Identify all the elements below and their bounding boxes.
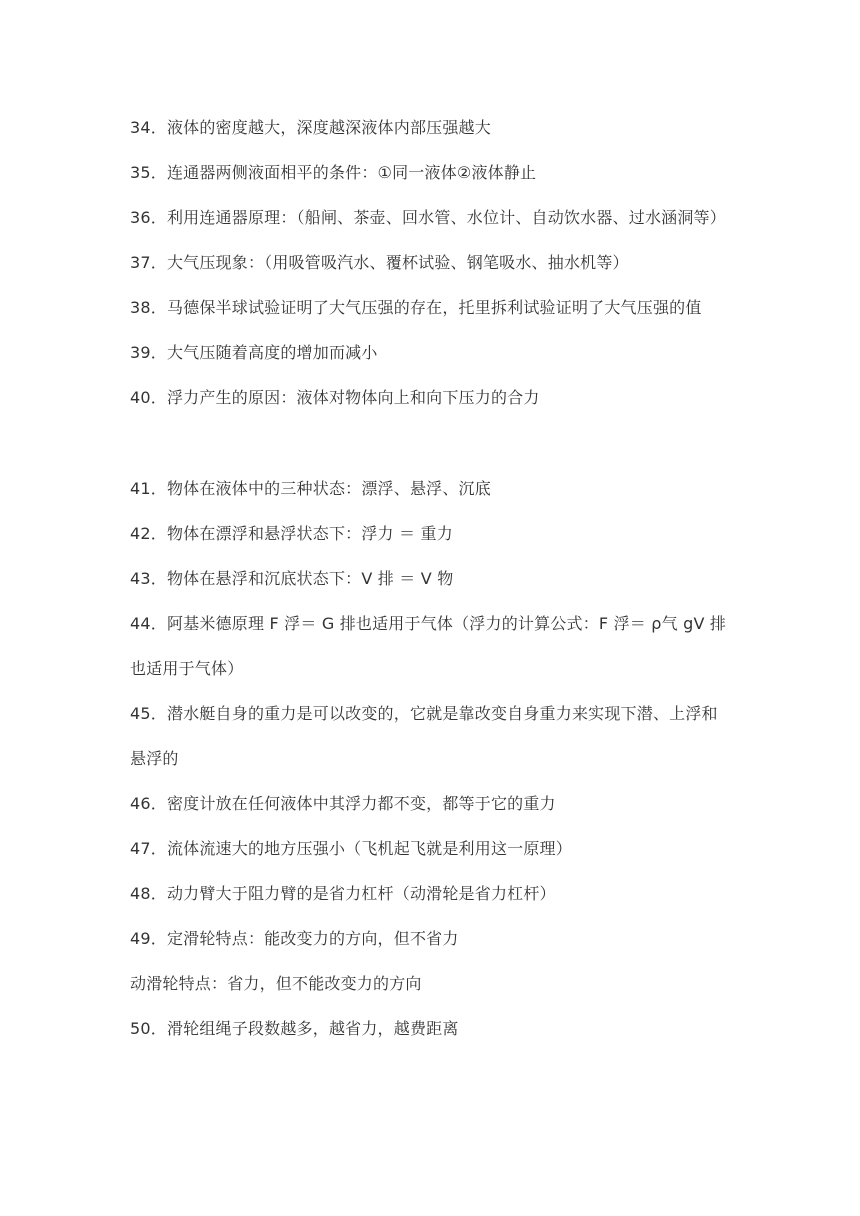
item-39: 39．大气压随着高度的增加而减小 [130,343,378,362]
item-45-continued: 悬浮的 [130,749,179,768]
item-36: 36．利用连通器原理：（船闸、茶壶、回水管、水位计、自动饮水器、过水涵洞等） [130,208,726,227]
item-50: 50．滑轮组绳子段数越多，越省力，越费距离 [130,1019,459,1038]
item-37: 37．大气压现象：（用吸管吸汽水、覆杯试验、钢笔吸水、抽水机等） [130,253,629,272]
item-34: 34．液体的密度越大，深度越深液体内部压强越大 [130,118,491,137]
item-46: 46．密度计放在任何液体中其浮力都不变，都等于它的重力 [130,794,556,813]
item-42: 42．物体在漂浮和悬浮状态下：浮力 ＝ 重力 [130,524,453,543]
item-47: 47．流体流速大的地方压强小（飞机起飞就是利用这一原理） [130,839,572,858]
item-44: 44．阿基米德原理 F 浮＝ G 排也适用于气体（浮力的计算公式：F 浮＝ ρ气 gV 排 [130,614,727,633]
item-45: 45．潜水艇自身的重力是可以改变的，它就是靠改变自身重力来实现下潜、上浮和 [130,704,718,723]
item-48: 48．动力臂大于阻力臂的是省力杠杆（动滑轮是省力杠杆） [130,884,556,903]
item-44-continued: 也适用于气体） [130,659,244,678]
item-41: 41．物体在液体中的三种状态：漂浮、悬浮、沉底 [130,479,491,498]
item-40: 40．浮力产生的原因：液体对物体向上和向下压力的合力 [130,388,540,407]
item-43: 43．物体在悬浮和沉底状态下：V 排 ＝ V 物 [130,569,454,588]
item-35: 35．连通器两侧液面相平的条件：①同一液体②液体静止 [130,163,537,182]
item-49: 49．定滑轮特点：能改变力的方向，但不省力 [130,929,459,948]
item-38: 38．马德保半球试验证明了大气压强的存在，托里拆利试验证明了大气压强的值 [130,298,702,317]
item-49-continued: 动滑轮特点：省力，但不能改变力的方向 [130,974,422,993]
